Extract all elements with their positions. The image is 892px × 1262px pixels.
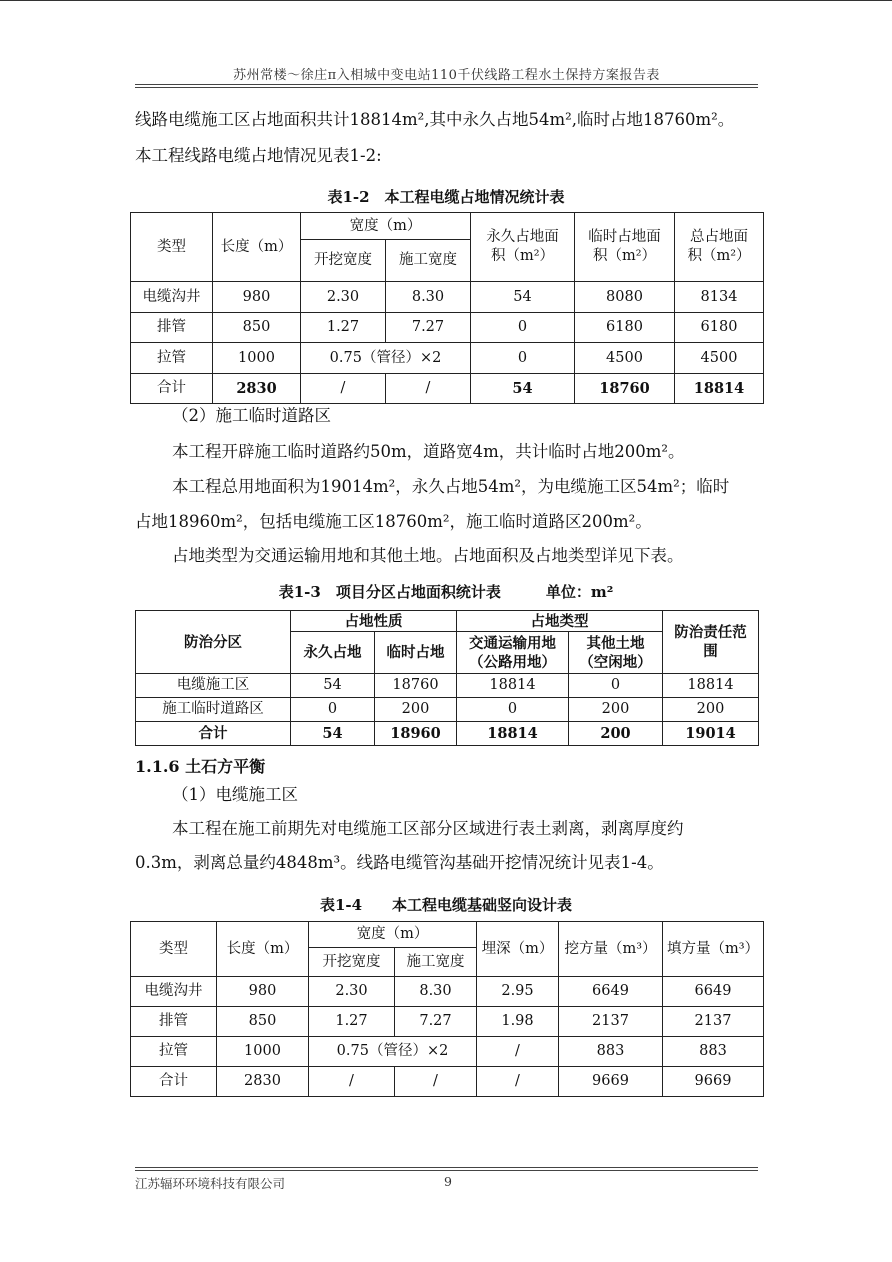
table-cell: /: [386, 374, 471, 404]
table-cell: /: [477, 1067, 559, 1097]
table-cell: 54: [291, 674, 375, 698]
table-cell: 6649: [559, 977, 663, 1007]
table-cell: 施工临时道路区: [136, 698, 291, 722]
table-caption: 表1-3 项目分区占地面积统计表 单位：m²: [278, 583, 614, 601]
paragraph: （2）施工临时道路区: [172, 406, 331, 425]
paragraph: 占地18960m²，包括电缆施工区18760m²，施工临时道路区200m²。: [135, 512, 652, 531]
footer-rule: [135, 1170, 758, 1171]
table-cell: 电缆沟井: [131, 282, 213, 313]
table-cell: 980: [217, 977, 309, 1007]
table-cell: 1.98: [477, 1007, 559, 1037]
table-cell: 9669: [559, 1067, 663, 1097]
table-cell: 200: [663, 698, 759, 722]
table-cell: 1000: [217, 1037, 309, 1067]
table-cell: 54: [291, 722, 375, 746]
header-cell: 开挖宽度: [301, 240, 386, 282]
paragraph: 线路电缆施工区占地面积共计18814m²,其中永久占地54m²,临时占地18760m²。: [135, 110, 735, 129]
footer-company: 江苏辐环环境科技有限公司: [135, 1176, 286, 1191]
table-cell: 电缆沟井: [131, 977, 217, 1007]
table-cell: /: [309, 1067, 395, 1097]
table-cell: 18760: [575, 374, 675, 404]
header-rule: [135, 84, 758, 85]
table-caption: 表1-4 本工程电缆基础竖向设计表: [319, 896, 573, 914]
table-cell: 合计: [136, 722, 291, 746]
paragraph: 占地类型为交通运输用地和其他土地。占地面积及占地类型详见下表。: [172, 546, 684, 565]
table-cell: 0.75（管径）×2: [309, 1037, 477, 1067]
table-cell: 200: [375, 698, 457, 722]
header-cell: 填方量（m³）: [663, 922, 764, 977]
zone-area-table: [135, 610, 759, 746]
table-cell: 2137: [663, 1007, 764, 1037]
table-cell: 8080: [575, 282, 675, 313]
table-cell: 合计: [131, 1067, 217, 1097]
table-cell: 0.75（管径）×2: [301, 343, 471, 374]
table-cell: 18814: [457, 674, 569, 698]
header-cell: 施工宽度: [395, 948, 477, 977]
top-border: [0, 0, 892, 1]
table-cell: 合计: [131, 374, 213, 404]
table-cell: 6180: [575, 313, 675, 343]
table-cell: 0: [471, 313, 575, 343]
table-cell: 54: [471, 282, 575, 313]
table-cell: 8.30: [386, 282, 471, 313]
header-rule: [135, 87, 758, 88]
table-cell: 0: [291, 698, 375, 722]
table-caption: 表1-2 本工程电缆占地情况统计表: [327, 188, 565, 206]
table-cell: 排管: [131, 1007, 217, 1037]
header-cell: 防治责任范围: [663, 611, 759, 674]
table-cell: 电缆施工区: [136, 674, 291, 698]
header-cell: 长度（m）: [217, 922, 309, 977]
table-cell: 1.27: [301, 313, 386, 343]
table-cell: 2137: [559, 1007, 663, 1037]
table-cell: 2.95: [477, 977, 559, 1007]
table-cell: 2830: [213, 374, 301, 404]
header-cell: 占地性质: [291, 611, 457, 632]
table-cell: 883: [663, 1037, 764, 1067]
paragraph: 本工程在施工前期先对电缆施工区部分区域进行表土剥离，剥离厚度约: [172, 819, 684, 838]
table-cell: 7.27: [395, 1007, 477, 1037]
table-cell: 拉管: [131, 343, 213, 374]
table-cell: 0: [569, 674, 663, 698]
footer-rule: [135, 1167, 758, 1168]
header-cell: 挖方量（m³）: [559, 922, 663, 977]
table-cell: 200: [569, 698, 663, 722]
header-cell: 永久占地: [291, 632, 375, 674]
header-cell: 施工宽度: [386, 240, 471, 282]
table-cell: 54: [471, 374, 575, 404]
header-cell: 防治分区: [136, 611, 291, 674]
table-cell: 拉管: [131, 1037, 217, 1067]
header-cell: 类型: [131, 213, 213, 282]
table-cell: 0: [471, 343, 575, 374]
header-cell: 总占地面积（m²）: [675, 213, 764, 282]
paragraph: 0.3m，剥离总量约4848m³。线路电缆管沟基础开挖情况统计见表1-4。: [135, 853, 664, 872]
table-cell: 2830: [217, 1067, 309, 1097]
table-cell: 8.30: [395, 977, 477, 1007]
table-cell: 18760: [375, 674, 457, 698]
table-cell: 19014: [663, 722, 759, 746]
table-cell: 0: [457, 698, 569, 722]
table-cell: 8134: [675, 282, 764, 313]
cable-foundation-table: [130, 921, 764, 1097]
header-cell: 临时占地面积（m²）: [575, 213, 675, 282]
paragraph: 本工程总用地面积为19014m²，永久占地54m²，为电缆施工区54m²；临时: [172, 477, 730, 496]
table-cell: 2.30: [301, 282, 386, 313]
header-cell: 开挖宽度: [309, 948, 395, 977]
header-cell: 占地类型: [457, 611, 663, 632]
table-cell: 980: [213, 282, 301, 313]
table-cell: 1000: [213, 343, 301, 374]
header-cell: 类型: [131, 922, 217, 977]
table-cell: 883: [559, 1037, 663, 1067]
table-cell: 850: [213, 313, 301, 343]
table-cell: 850: [217, 1007, 309, 1037]
header-cell: 其他土地（空闲地）: [569, 632, 663, 674]
header-cell: 交通运输用地（公路用地）: [457, 632, 569, 674]
page-number: 9: [444, 1174, 452, 1189]
table-cell: 排管: [131, 313, 213, 343]
table-cell: 7.27: [386, 313, 471, 343]
table-cell: 2.30: [309, 977, 395, 1007]
header-cell: 宽度（m）: [309, 922, 477, 948]
section-heading: 1.1.6 土石方平衡: [135, 757, 266, 776]
table-cell: /: [395, 1067, 477, 1097]
table-cell: 6649: [663, 977, 764, 1007]
table-cell: 6180: [675, 313, 764, 343]
header-cell: 临时占地: [375, 632, 457, 674]
table-cell: 18814: [663, 674, 759, 698]
paragraph: 本工程线路电缆占地情况见表1-2:: [135, 146, 382, 165]
page-header: 苏州常楼～徐庄π入相城中变电站110千伏线路工程水土保持方案报告表: [233, 68, 660, 83]
paragraph: （1）电缆施工区: [172, 785, 298, 804]
table-cell: 18814: [675, 374, 764, 404]
table-cell: 18960: [375, 722, 457, 746]
table-cell: 4500: [675, 343, 764, 374]
header-cell: 永久占地面积（m²）: [471, 213, 575, 282]
header-cell: 埋深（m）: [477, 922, 559, 977]
table-cell: 18814: [457, 722, 569, 746]
table-cell: 1.27: [309, 1007, 395, 1037]
table-cell: /: [477, 1037, 559, 1067]
paragraph: 本工程开辟施工临时道路约50m，道路宽4m，共计临时占地200m²。: [172, 442, 685, 461]
table-cell: 4500: [575, 343, 675, 374]
table-cell: /: [301, 374, 386, 404]
header-cell: 长度（m）: [213, 213, 301, 282]
header-cell: 宽度（m）: [301, 213, 471, 240]
table-cell: 200: [569, 722, 663, 746]
table-cell: 9669: [663, 1067, 764, 1097]
land-occupation-table: [130, 212, 764, 404]
